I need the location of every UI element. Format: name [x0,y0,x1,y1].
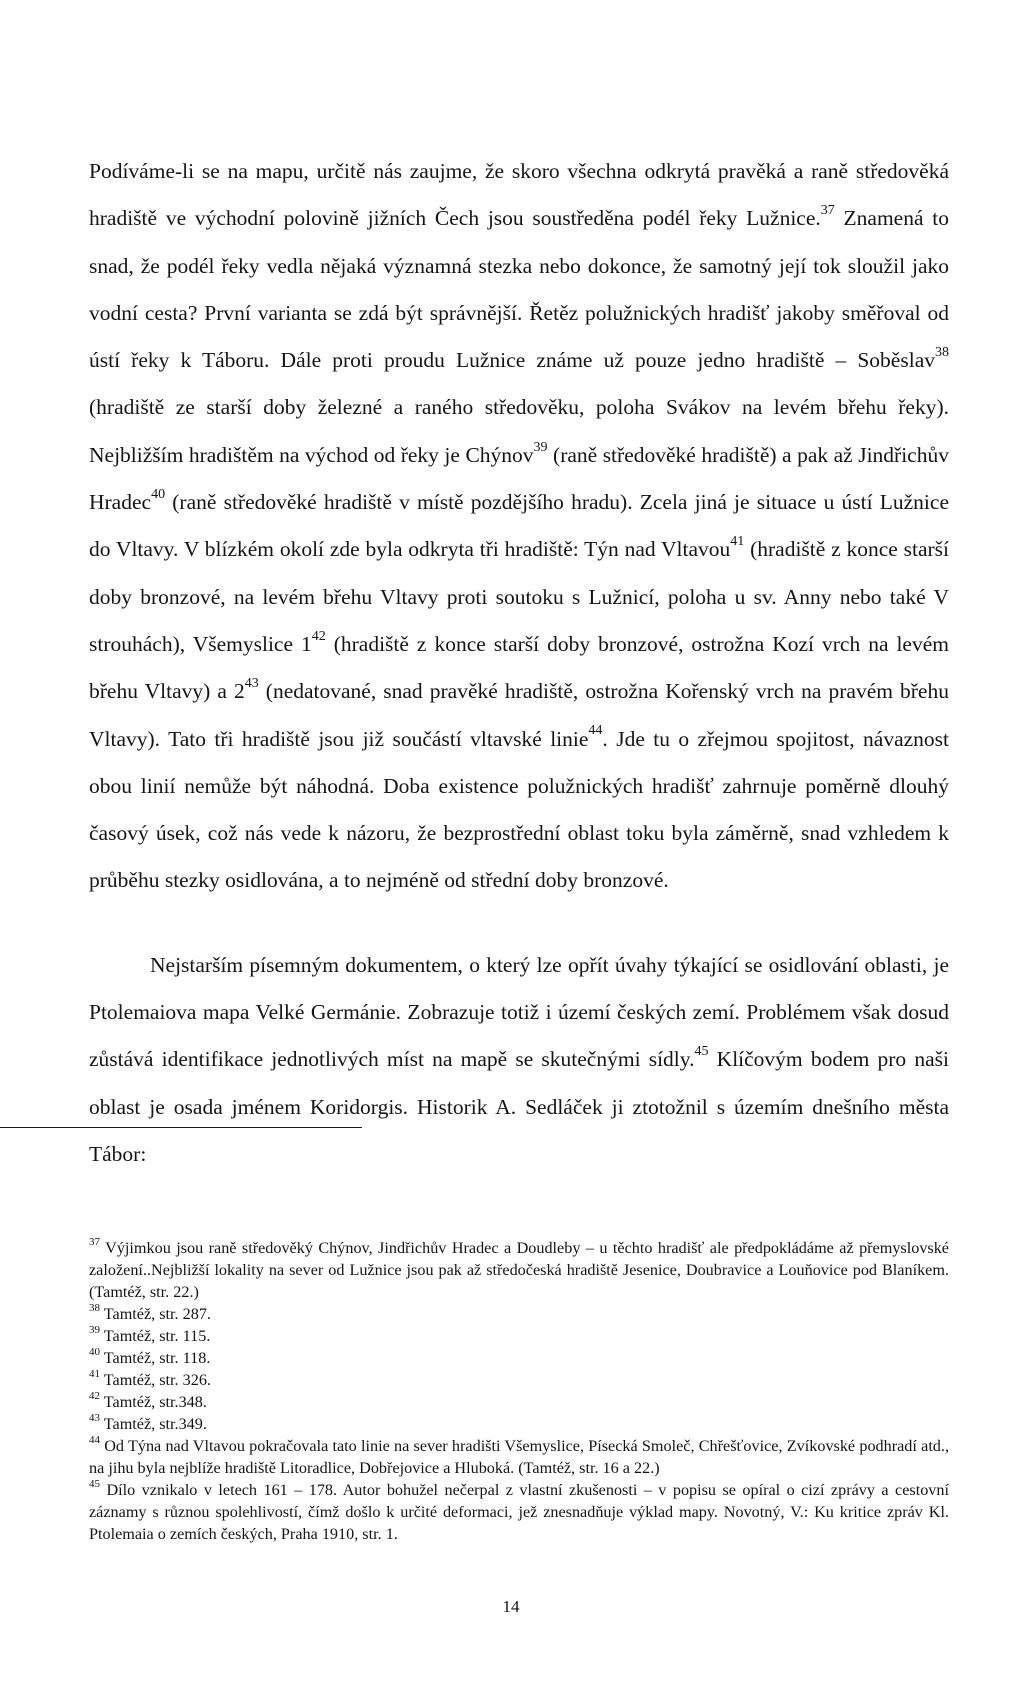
text-run: (nedatované, snad pravěké hradiště, ostrožna Kořenský vrch na pravém břehu Vltavy). Tato tři hradiště jsou již součástí vltavské linie [89,679,949,751]
footnote [89,1237,949,1303]
text-run: Podíváme-li se na mapu, určitě nás zaujme, že skoro všechna odkrytá pravěká a raně středověká hradiště ve východní polovině jižních Čech jsou soustředěna podél řeky Lužnice. [89,159,949,231]
footnote-ref: 37 [820,203,835,219]
paragraph-1 [89,148,949,905]
footnote-number: 43 [89,1411,100,1424]
footnote-text: Výjimkou jsou raně středověký Chýnov, Jindřichův Hradec a Doudleby – u těchto hradišť ale předpokládáme až přemyslovské založení..Nejbližší lokality na sever od Lužnice jsou pak až středočeská hradiště Jesenice, Doubravice a Louňovice pod Blaníkem. (Tamtéž, str. 22.) [89,1239,949,1301]
footnote-ref: 38 [935,345,949,361]
footnote-ref: 43 [244,676,259,692]
footnote [89,1479,949,1545]
footnote [89,1303,949,1325]
footnote-number: 37 [89,1235,100,1248]
footnote-number: 42 [89,1389,100,1402]
footnote [89,1435,949,1479]
text-run: (hradiště z konce starší doby bronzové, ostrožna Kozí vrch na levém břehu Vltavy) a 2 [89,631,949,704]
text-run: (raně středověké hradiště v místě pozdějšího hradu). Zcela jiná je situace u ústí Lužnice do Vltavy. V blízkém okolí zde byla odkryta tři hradiště: Týn nad Vltavou [89,490,949,562]
text-run: (raně středověké hradiště) a pak až Jindřichův Hradec [89,442,949,515]
footnote-number: 41 [89,1367,100,1380]
footnote-number: 40 [89,1345,100,1358]
text-run: Znamená to snad, že podél řeky vedla nějaká významná stezka nebo dokonce, že samotný její tok sloužil jako vodní cesta? První varianta se zdá být správnější. Řetěz polužnických hradišť jakoby směřoval od ústí řeky k Táboru. Dále proti proudu Lužnice známe už pouze jedno hradiště – Soběslav [89,206,950,373]
text-run: Nejstarším písemným dokumentem, o který lze opřít úvahy týkající se osidlování oblasti, je Ptolemaiova mapa Velké Germánie. Zobrazuje totiž i území českých zemí. Problémem však dosud zůstává identifikace jednotlivých míst na mapě se skutečnými sídly. [89,952,949,1072]
footnote [89,1391,949,1413]
footnote-text: Dílo vznikalo v letech 161 – 178. Autor bohužel nečerpal z vlastní zkušenosti – v popisu se opíral o cizí zprávy a cestovní záznamy s různou spolehlivostí, čímž došlo k určité deformaci, jež znesnadňuje výklad mapy. Novotný, V.: Ku kritice zpráv Kl. Ptolemaia o zemích českých, Praha 1910, str. 1. [89,1481,949,1543]
footnote [89,1413,949,1435]
footnote-text: Tamtéž, str.349. [100,1415,207,1433]
footnote-ref: 44 [588,723,603,739]
text-run: (hradiště ze starší doby železné a raného středověku, poloha Svákov na levém břehu řeky). Nejbližším hradištěm na východ od řeky je Chýnov [89,395,949,467]
footnote-text: Tamtéž, str.348. [100,1393,207,1411]
footnote-number: 38 [89,1301,100,1314]
footnote-text: Tamtéž, str. 326. [100,1371,211,1389]
footnotes [89,1237,949,1545]
footnote-ref: 41 [730,534,745,550]
footnote-number: 44 [89,1433,100,1446]
footnote-text: Tamtéž, str. 118. [100,1349,211,1367]
footnote-number: 45 [89,1477,100,1490]
footnote [89,1325,949,1347]
text-run: (hradiště z konce starší doby bronzové, na levém břehu Vltavy proti soutoku s Lužnicí, poloha u sv. Anny nebo také V strouhách), Všemyslice 1 [89,537,949,656]
page-number: 14 [502,1597,520,1616]
footnote-ref: 39 [533,439,548,455]
footnote-text: Tamtéž, str. 287. [100,1305,211,1323]
text-run: Klíčovým bodem pro naši oblast je osada jménem Koridorgis. Historik A. Sedláček ji ztotožnil s územím dnešního města Tábor: [89,1047,949,1166]
footnote [89,1347,949,1369]
paragraph-2 [89,942,949,1178]
footnote-ref: 42 [311,628,326,644]
footnote [89,1369,949,1391]
footnote-text: Tamtéž, str. 115. [100,1327,211,1345]
footnote-separator [0,1127,362,1128]
footnote-ref: 45 [694,1044,709,1060]
footnote-ref: 40 [151,486,166,502]
footnote-text: Od Týna nad Vltavou pokračovala tato linie na sever hradišti Všemyslice, Písecká Smoleč, Chřešťovice, Zvíkovské podhradí atd., na jihu byla nejblíže hradiště Litoradlice, Dobřejovice a Hluboká. (Tamtéž, str. 16 a 22.) [89,1437,949,1477]
footnote-number: 39 [89,1323,100,1336]
text-run: . Jde tu o zřejmou spojitost, návaznost obou linií nemůže být náhodná. Doba existence polužnických hradišť zahrnuje poměrně dlouhý časový úsek, což nás vede k názoru, že bezprostřední oblast toku byla záměrně, snad vzhledem k průběhu stezky osidlována, a to nejméně od střední doby bronzové. [89,726,950,893]
body-text [89,148,949,1178]
